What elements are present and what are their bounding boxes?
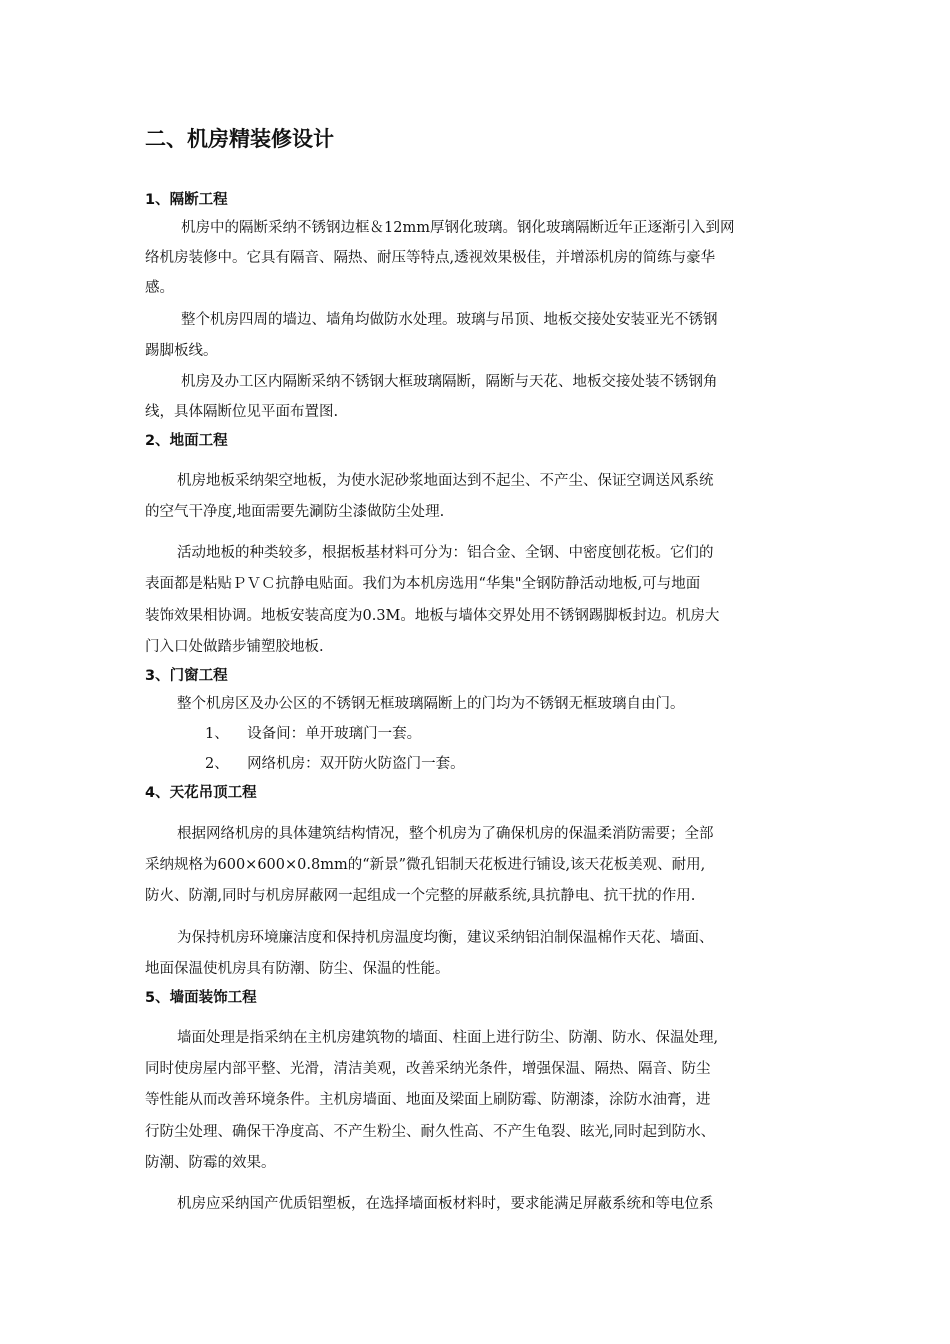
paragraph-line: 为保持机房环境廉洁度和保持机房温度均衡，建议采纳铝泊制保温棉作天花、墙面、 xyxy=(177,930,714,946)
section-heading: 3、门窗工程 xyxy=(145,668,228,684)
list-item: 2、 网络机房：双开防火防盗门一套。 xyxy=(205,756,465,772)
paragraph-line: 整个机房区及办公区的不锈钢无框玻璃隔断上的门均为不锈钢无框玻璃自由门。 xyxy=(177,696,685,712)
paragraph-line: 机房地板采纳架空地板，为使水泥砂浆地面达到不起尘、不产尘、保证空调送风系统 xyxy=(177,473,714,489)
paragraph-line: 装饰效果相协调。地板安装高度为0.3M。地板与墙体交界处用不锈钢踢脚板封边。机房大 xyxy=(145,608,720,624)
list-item: 1、 设备间：单开玻璃门一套。 xyxy=(205,726,422,742)
paragraph-line: 踢脚板线。 xyxy=(145,343,218,359)
paragraph-line: 感。 xyxy=(145,280,174,296)
paragraph-line: 络机房装修中。它具有隔音、隔热、耐压等特点,透视效果极佳，并增添机房的简练与豪华 xyxy=(145,250,716,266)
paragraph-line: 防火、防潮,同时与机房屏蔽网一起组成一个完整的屏蔽系统,具抗静电、抗干扰的作用. xyxy=(145,888,696,904)
paragraph-line: 防潮、防霉的效果。 xyxy=(145,1155,276,1171)
section-heading: 4、天花吊顶工程 xyxy=(145,785,257,801)
paragraph-line: 根据网络机房的具体建筑结构情况，整个机房为了确保机房的保温柔消防需要；全部 xyxy=(177,826,714,842)
paragraph-line: 门入口处做踏步铺塑胶地板. xyxy=(145,639,324,655)
paragraph-line: 机房中的隔断采纳不锈钢边框＆12mm厚钢化玻璃。钢化玻璃隔断近年正逐渐引入到网 xyxy=(181,220,735,236)
paragraph-line: 同时使房屋内部平整、光滑，清洁美观，改善采纳光条件，增强保温、隔热、隔音、防尘 xyxy=(145,1061,711,1077)
paragraph-line: 机房应采纳国产优质铝塑板，在选择墙面板材料时，要求能满足屏蔽系统和等电位系 xyxy=(177,1196,714,1212)
section-heading: 2、地面工程 xyxy=(145,433,228,449)
paragraph-line: 采纳规格为600×600×0.8mm的“新景”微孔铝制天花板进行铺设,该天花板美观、耐用, xyxy=(145,857,706,873)
section-heading: 1、隔断工程 xyxy=(145,192,228,208)
section-heading: 5、墙面装饰工程 xyxy=(145,990,257,1006)
paragraph-line: 等性能从而改善环境条件。主机房墙面、地面及梁面上刷防霉、防潮漆，涂防水油膏，进 xyxy=(145,1092,711,1108)
paragraph-line: 活动地板的种类较多，根据板基材料可分为：铝合金、全钢、中密度刨花板。它们的 xyxy=(177,545,714,561)
paragraph-line: 机房及办工区内隔断采纳不锈钢大框玻璃隔断，隔断与天花、地板交接处装不锈钢角 xyxy=(181,374,718,390)
paragraph-line: 墙面处理是指采纳在主机房建筑物的墙面、柱面上进行防尘、防潮、防水、保温处理, xyxy=(177,1030,719,1046)
paragraph-line: 的空气干净度,地面需要先涮防尘漆做防尘处理. xyxy=(145,504,445,520)
paragraph-line: 线，具体隔断位见平面布置图. xyxy=(145,404,339,420)
paragraph-line: 行防尘处理、确保干净度高、不产生粉尘、耐久性高、不产生龟裂、眩光,同时起到防水、 xyxy=(145,1124,716,1140)
page-title: 二、机房精装修设计 xyxy=(145,127,334,151)
paragraph-line: 地面保温使机房具有防潮、防尘、保温的性能。 xyxy=(145,961,450,977)
paragraph-line: 整个机房四周的墙边、墙角均做防水处理。玻璃与吊顶、地板交接处安装亚光不锈钢 xyxy=(181,312,718,328)
paragraph-line: 表面都是粘贴ＰＶＣ抗静电贴面。我们为本机房选用“华集"全钢防静活动地板,可与地面 xyxy=(145,576,701,592)
